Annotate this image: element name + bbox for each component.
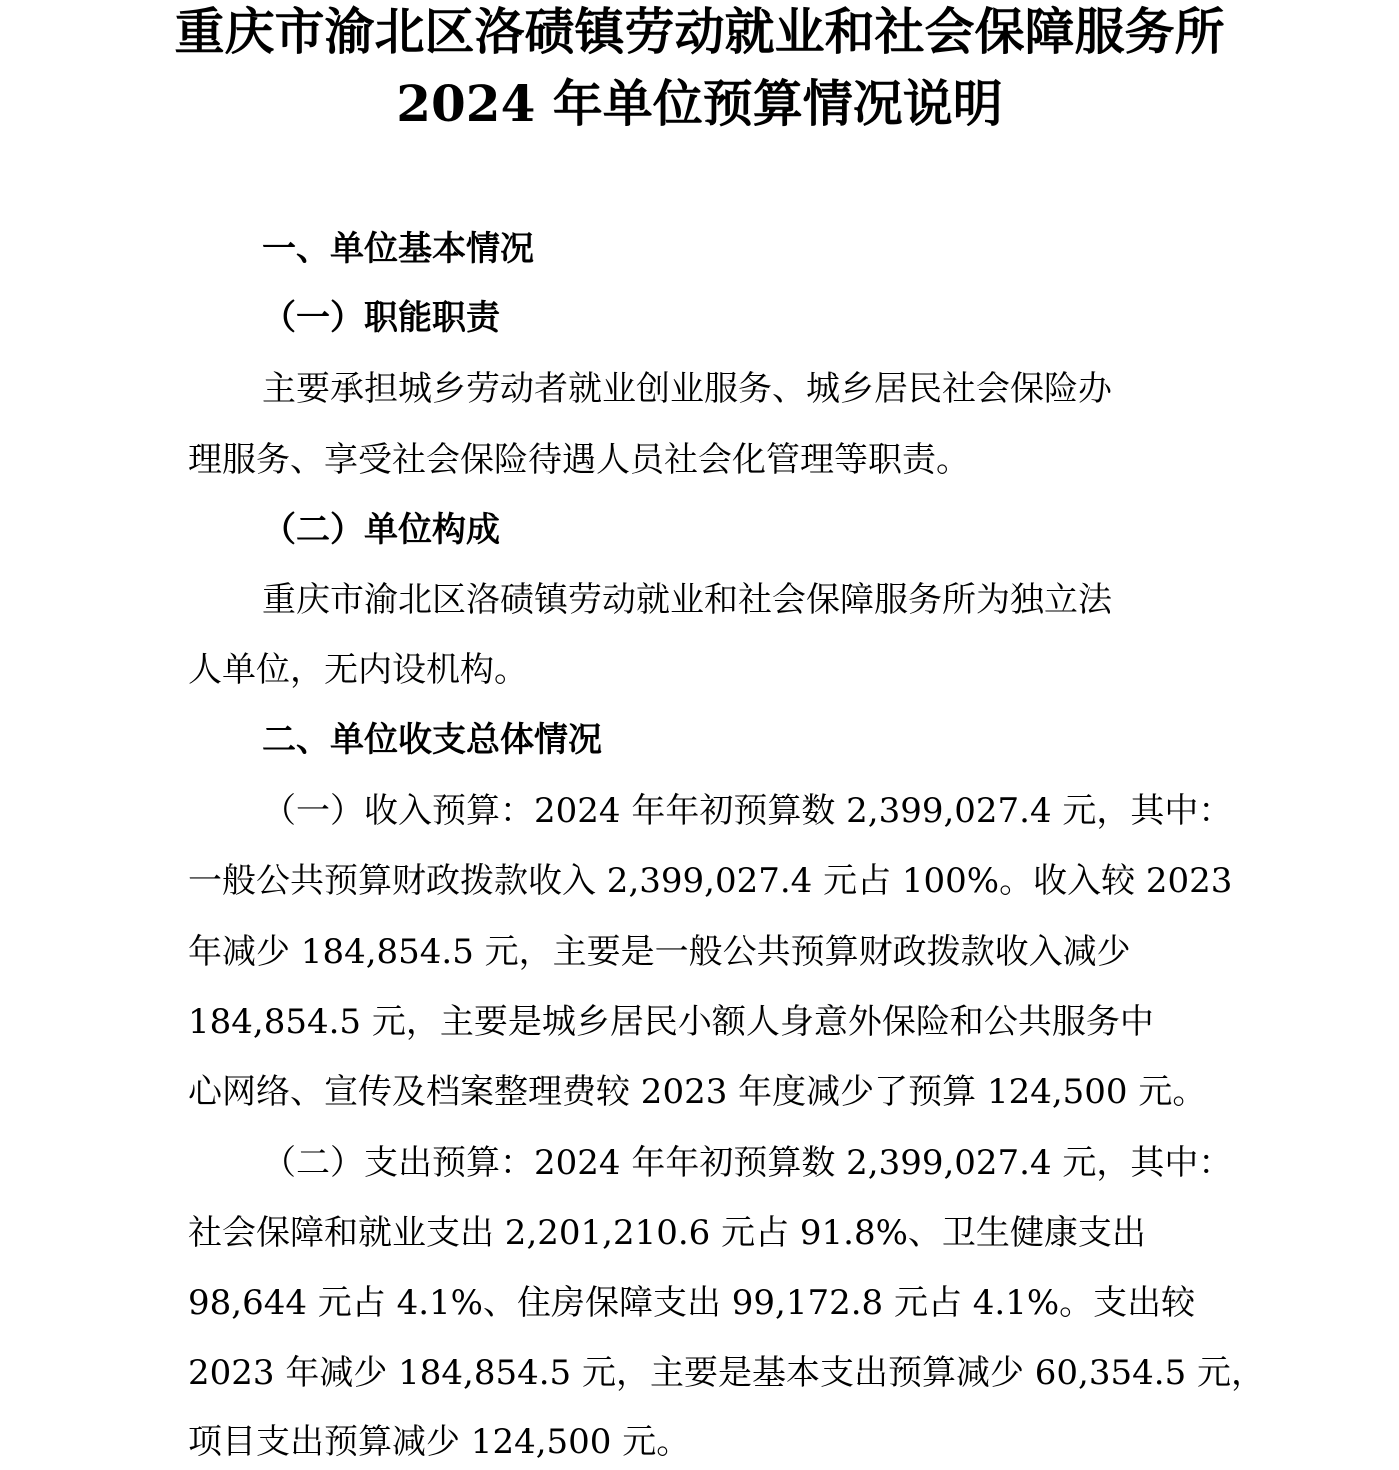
- section-1-sub-2-heading: （二）单位构成: [262, 510, 500, 550]
- paragraph-line: 人单位，无内设机构。: [188, 650, 528, 690]
- income-budget-line: 年减少 184,854.5 元，主要是一般公共预算财政拨款收入减少: [188, 932, 1131, 972]
- expense-budget-line: 项目支出预算减少 124,500 元。: [188, 1422, 691, 1462]
- document-title-line-2: 2024 年单位预算情况说明: [396, 74, 1003, 133]
- income-budget-line: 184,854.5 元，主要是城乡居民小额人身意外保险和公共服务中: [188, 1002, 1154, 1042]
- section-1-sub-1-heading: （一）职能职责: [262, 298, 500, 338]
- expense-budget-line: （二）支出预算：2024 年年初预算数 2,399,027.4 元，其中：: [262, 1143, 1233, 1183]
- income-budget-line: 心网络、宣传及档案整理费较 2023 年度减少了预算 124,500 元。: [188, 1072, 1207, 1112]
- expense-budget-line: 2023 年减少 184,854.5 元，主要是基本支出预算减少 60,354.5 元，: [188, 1353, 1266, 1393]
- paragraph-line: 主要承担城乡劳动者就业创业服务、城乡居民社会保险办: [262, 369, 1112, 409]
- section-1-heading: 一、单位基本情况: [262, 229, 534, 269]
- expense-budget-line: 社会保障和就业支出 2,201,210.6 元占 91.8%、卫生健康支出: [188, 1213, 1146, 1253]
- income-budget-line: （一）收入预算：2024 年年初预算数 2,399,027.4 元，其中：: [262, 791, 1233, 831]
- paragraph-line: 重庆市渝北区洛碛镇劳动就业和社会保障服务所为独立法: [262, 580, 1112, 620]
- expense-budget-line: 98,644 元占 4.1%、住房保障支出 99,172.8 元占 4.1%。支出较: [188, 1283, 1196, 1323]
- income-budget-line: 一般公共预算财政拨款收入 2,399,027.4 元占 100%。收入较 2023: [188, 861, 1233, 901]
- paragraph-line: 理服务、享受社会保险待遇人员社会化管理等职责。: [188, 440, 970, 480]
- document-title-line-1: 重庆市渝北区洛碛镇劳动就业和社会保障服务所: [174, 2, 1225, 61]
- section-2-heading: 二、单位收支总体情况: [262, 720, 602, 760]
